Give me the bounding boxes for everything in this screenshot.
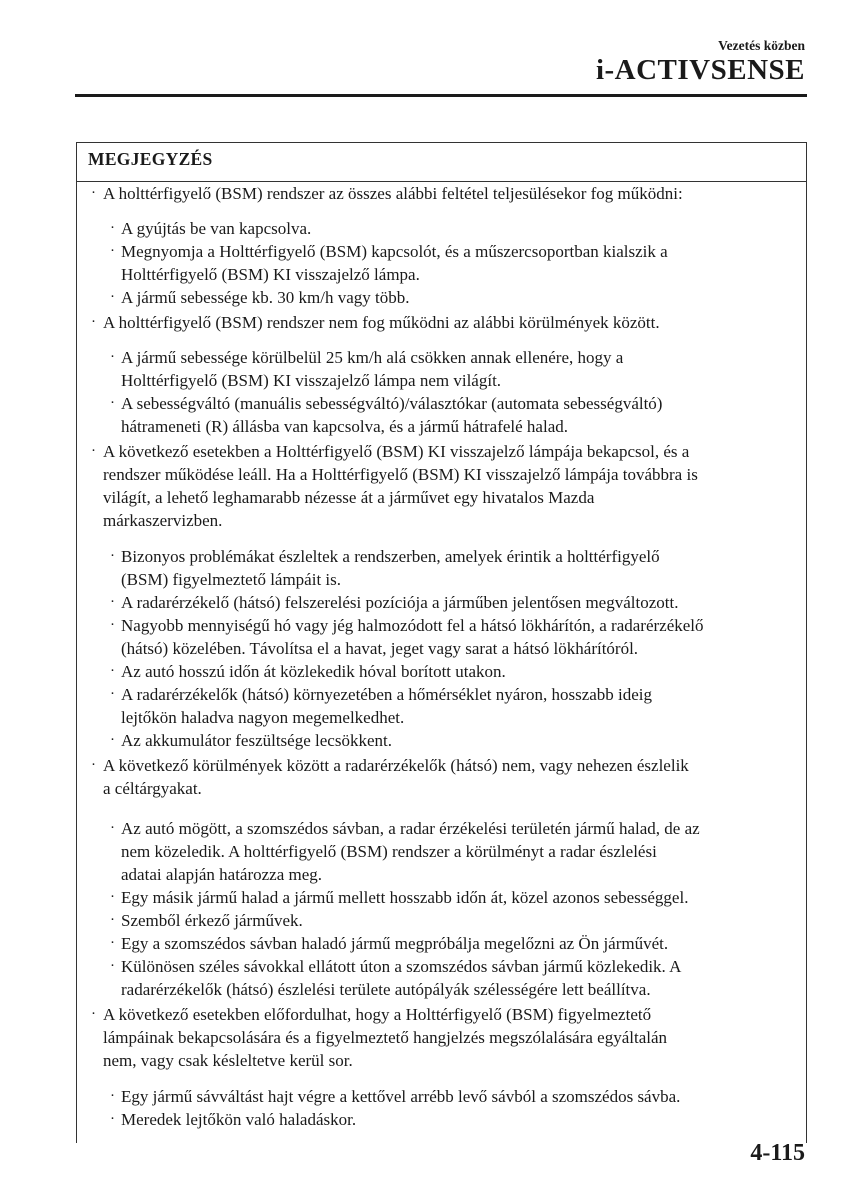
- note-line: A jármű sebessége kb. 30 km/h vagy több.: [121, 288, 410, 307]
- note-line: Bizonyos problémákat észleltek a rendszerben, amelyek érintik a holttérfigyelő: [121, 547, 660, 566]
- note-line: Szemből érkező járművek.: [121, 911, 303, 930]
- note-line: hátrameneti (R) állásba van kapcsolva, és a jármű hátrafelé halad.: [121, 417, 568, 436]
- note-line: Egy jármű sávváltást hajt végre a kettővel arrébb levő sávból a szomszédos sávba.: [121, 1087, 681, 1106]
- bullet-icon: ·: [110, 732, 115, 748]
- bullet-icon: ·: [110, 395, 115, 411]
- note-line: A sebességváltó (manuális sebességváltó)/választókar (automata sebességváltó): [121, 394, 663, 413]
- note-line: A jármű sebessége körülbelül 25 km/h alá csökken annak ellenére, hogy a: [121, 348, 624, 367]
- bullet-icon: ·: [110, 935, 115, 951]
- bullet-icon: ·: [91, 314, 96, 330]
- bullet-icon: ·: [110, 617, 115, 633]
- bullet-icon: ·: [110, 243, 115, 259]
- note-line: világít, a lehető leghamarabb nézesse át a járművet egy hivatalos Mazda: [103, 488, 595, 507]
- bullet-icon: ·: [91, 443, 96, 459]
- bullet-icon: ·: [110, 912, 115, 928]
- note-line: Az akkumulátor feszültsége lecsökkent.: [121, 731, 392, 750]
- bullet-icon: ·: [91, 1006, 96, 1022]
- note-line: (BSM) figyelmeztető lámpáit is.: [121, 570, 342, 589]
- note-line: A radarérzékelők (hátsó) környezetében a hőmérséklet nyáron, hosszabb ideig: [121, 685, 653, 704]
- page-number: 4-115: [750, 1140, 805, 1166]
- note-line: nem közeledik. A holttérfigyelő (BSM) rendszer a körülményt a radar észlelési: [121, 842, 657, 861]
- bullet-icon: ·: [91, 757, 96, 773]
- note-line: A radarérzékelő (hátsó) felszerelési pozíciója a járműben jelentősen megváltozott.: [121, 593, 679, 612]
- note-line: A következő esetekben a Holttérfigyelő (BSM) KI visszajelző lámpája bekapcsol, és a: [103, 442, 690, 461]
- note-line: Egy a szomszédos sávban haladó jármű megpróbálja megelőzni az Ön járművét.: [121, 934, 669, 953]
- note-line: Különösen széles sávokkal ellátott úton a szomszédos sávban jármű közlekedik. A: [121, 957, 682, 976]
- bullet-icon: ·: [91, 185, 96, 201]
- note-line: Egy másik jármű halad a jármű mellett hosszabb időn át, közel azonos sebességgel.: [121, 888, 689, 907]
- note-line: Holttérfigyelő (BSM) KI visszajelző lámpa nem világít.: [121, 371, 502, 390]
- bullet-icon: ·: [110, 289, 115, 305]
- note-line: A holttérfigyelő (BSM) rendszer az összes alábbi feltétel teljesülésekor fog működni:: [103, 184, 683, 203]
- note-line: Holttérfigyelő (BSM) KI visszajelző lámpa.: [121, 265, 420, 284]
- note-line: márkaszervizben.: [103, 511, 223, 530]
- note-line: A gyújtás be van kapcsolva.: [121, 219, 312, 238]
- note-title: MEGJEGYZÉS: [88, 149, 213, 169]
- note-line: A következő körülmények között a radarérzékelők (hátsó) nem, vagy nehezen észlelik: [103, 756, 689, 775]
- note-line: Az autó hosszú időn át közlekedik hóval borított utakon.: [121, 662, 506, 681]
- header-rule: [75, 94, 807, 97]
- note-line: (hátsó) közelében. Távolítsa el a havat, jeget vagy sarat a hátsó lökhárítóról.: [121, 639, 639, 658]
- note-line: Nagyobb mennyiségű hó vagy jég halmozódott fel a hátsó lökhárítón, a radarérzékelő: [121, 616, 704, 635]
- note-line: lámpáinak bekapcsolására és a figyelmeztető hangjelzés megszólalására egyáltalán: [103, 1028, 668, 1047]
- note-line: lejtőkön haladva nagyon megemelkedhet.: [121, 708, 405, 727]
- bullet-icon: ·: [110, 889, 115, 905]
- bullet-icon: ·: [110, 820, 115, 836]
- bullet-icon: ·: [110, 1088, 115, 1104]
- note-line: a céltárgyakat.: [103, 779, 202, 798]
- bullet-icon: ·: [110, 686, 115, 702]
- bullet-icon: ·: [110, 958, 115, 974]
- bullet-icon: ·: [110, 594, 115, 610]
- bullet-icon: ·: [110, 663, 115, 679]
- note-line: nem, vagy csak késleltetve kerül sor.: [103, 1051, 353, 1070]
- note-line: Megnyomja a Holttérfigyelő (BSM) kapcsolót, és a műszercsoportban kialszik a: [121, 242, 668, 261]
- note-line: A következő esetekben előfordulhat, hogy a Holttérfigyelő (BSM) figyelmeztető: [103, 1005, 652, 1024]
- bullet-icon: ·: [110, 349, 115, 365]
- page-title: i-ACTIVSENSE: [595, 54, 805, 86]
- bullet-icon: ·: [110, 1111, 115, 1127]
- bullet-icon: ·: [110, 548, 115, 564]
- note-line: radarérzékelők (hátsó) észlelési területe autópályák szélességére lett beállítva.: [121, 980, 651, 999]
- note-line: Meredek lejtőkön való haladáskor.: [121, 1110, 357, 1129]
- note-line: A holttérfigyelő (BSM) rendszer nem fog működni az alábbi körülmények között.: [103, 313, 660, 332]
- bullet-icon: ·: [110, 220, 115, 236]
- note-line: adatai alapján határozza meg.: [121, 865, 323, 884]
- note-line: rendszer működése leáll. Ha a Holttérfigyelő (BSM) KI visszajelző lámpája továbbra is: [103, 465, 698, 484]
- section-label: Vezetés közben: [718, 38, 805, 53]
- note-line: Az autó mögött, a szomszédos sávban, a radar érzékelési területén jármű halad, de az: [121, 819, 700, 838]
- note-header: [77, 143, 806, 182]
